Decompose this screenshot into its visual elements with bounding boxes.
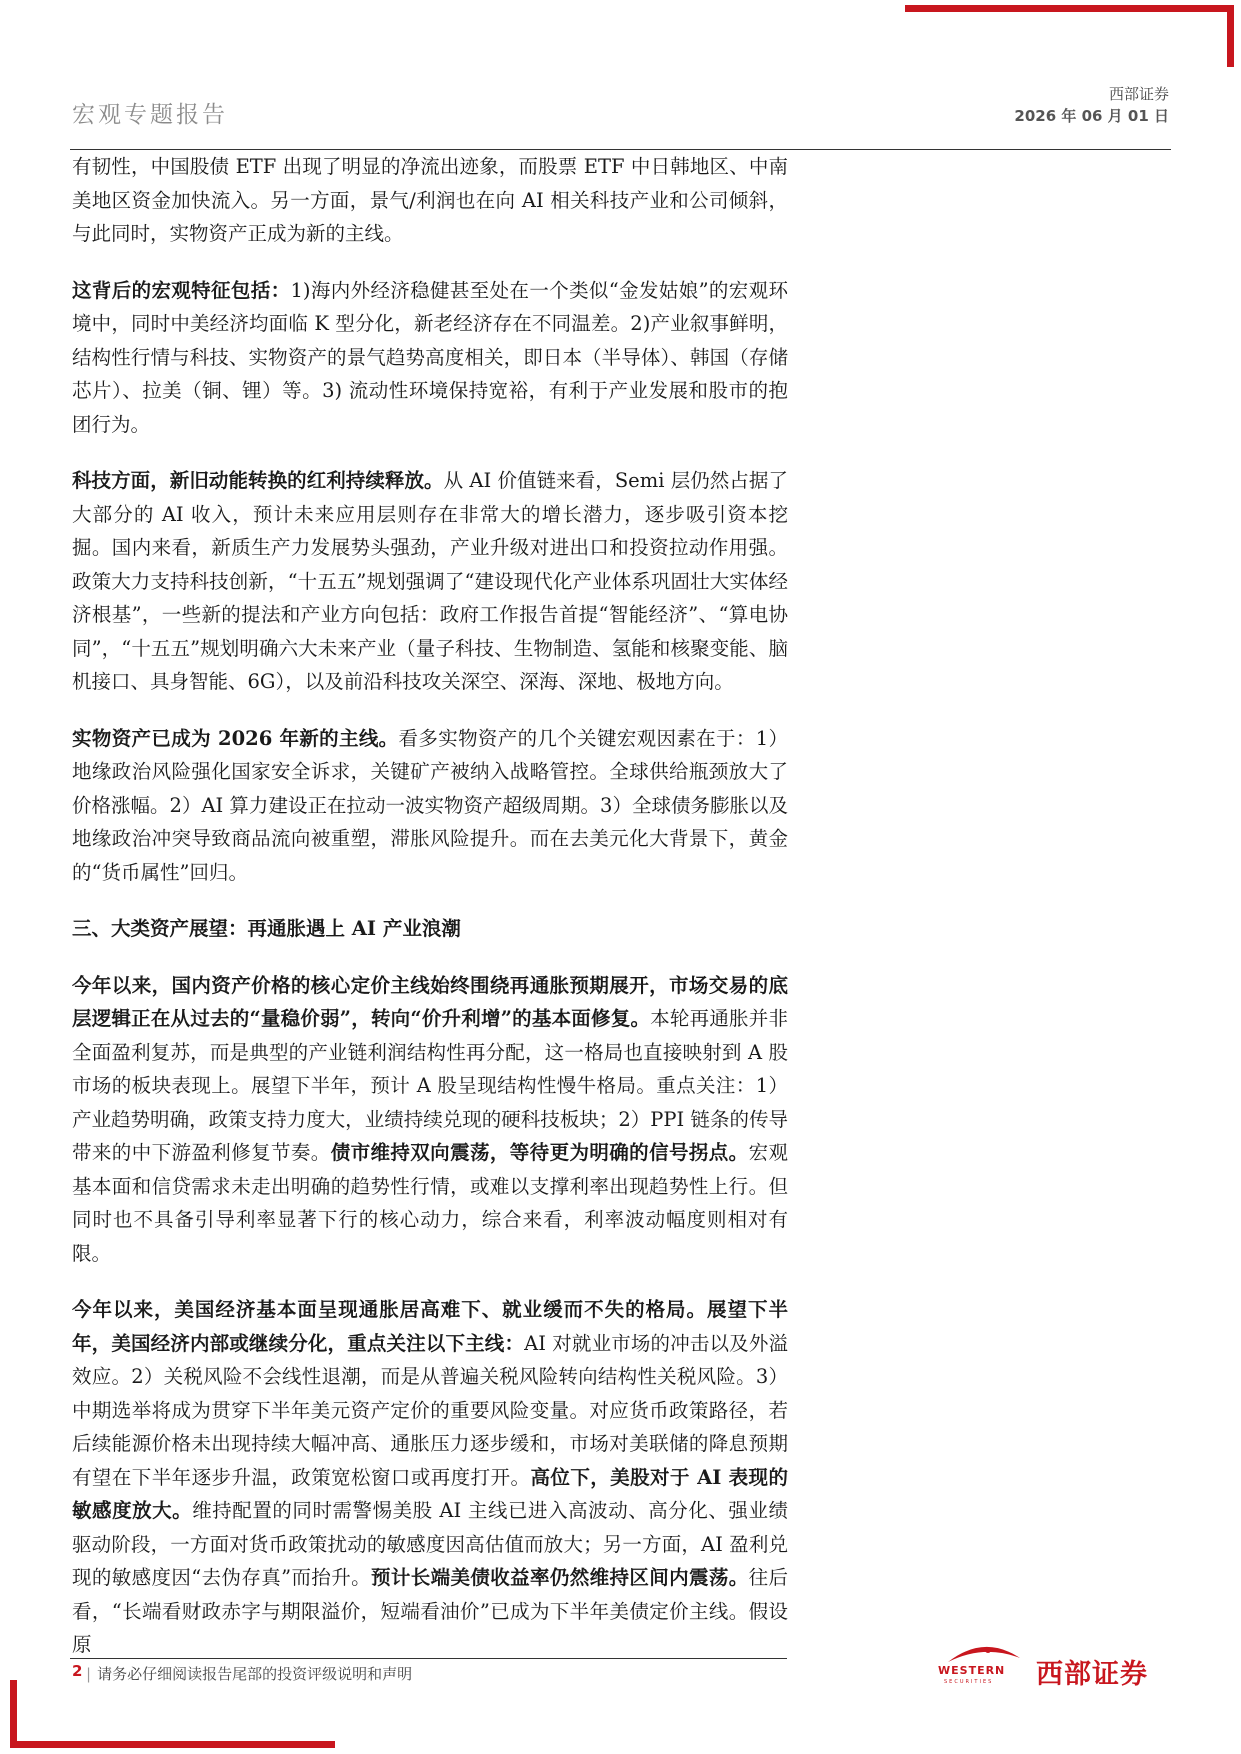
body-paragraph [72,464,788,699]
logo-english-name: WESTERN [938,1664,1006,1677]
footer-divider [70,1658,787,1659]
bold-text-run: 债市维持双向震荡，等待更为明确的信号拐点。 [330,1141,749,1164]
bold-text-run: 科技方面，新旧动能转换的红利持续释放。 [72,469,444,492]
footer-separator: | [86,1665,92,1683]
corner-accent-bottom-horizontal [10,1741,335,1748]
report-date: 2026 年 06 月 01 日 [1014,107,1169,125]
corner-accent-bottom-vertical [10,1680,17,1748]
text-run: 往后看，“长端看财政赤字与期限溢价，短端看油价”已成为下半年美债定价主线。假设原 [72,1566,788,1656]
text-run: 1)海内外经济稳健甚至处在一个类似“金发姑娘”的宏观环境中，同时中美经济均面临 K 型分化，新老经济存在不同温差。2)产业叙事鲜明，结构性行情与科技、实物资产的景气趋势高度相关，即日本（半导体）、韩国（存储芯片）、拉美（铜、锂）等。3) 流动性环境保持宽裕，有利于产业发展和股市的抱团行为。 [72,278,788,436]
corner-accent-top-horizontal [905,5,1233,12]
bold-text-run: 今年以来，国内资产价格的核心定价主线始终围绕再通胀预期展开，市场交易的底层逻辑正在从过去的“量稳价弱”，转向“价升利增”的基本面修复。 [72,973,788,1030]
bold-text-run: 高位下，美股对于 AI 表现的敏感度放大。 [72,1465,788,1522]
body-paragraph [72,150,788,251]
page-number: 2 [72,1662,83,1680]
report-type-title: 宏观专题报告 [72,102,228,128]
text-run: AI 对就业市场的冲击以及外溢效应。2）关税风险不会线性退潮，而是从普遍关税风险转向结构性关税风险。3）中期选举将成为贯穿下半年美元资产定价的重要风险变量。对应货币政策路径，若后续能源价格未出现持续大幅冲高、通胀压力逐步缓和，市场对美联储的降息预期有望在下半年逐步升温，政策宽松窗口或再度打开。 [72,1331,788,1489]
text-run: 从 AI 价值链来看，Semi 层仍然占据了大部分的 AI 收入，预计未来应用层则存在非常大的增长潜力，逐步吸引资本挖掘。国内来看，新质生产力发展势头强劲，产业升级对进出口和投资拉动作用强。政策大力支持科技创新，“十五五”规划强调了“建设现代化产业体系巩固壮大实体经济根基”，一些新的提法和产业方向包括：政府工作报告首提“智能经济”、“算电协同”，“十五五”规划明确六大未来产业（量子科技、生物制造、氢能和核聚变能、脑机接口、具身智能、6G），以及前沿科技攻关深空、深海、深地、极地方向。 [72,469,788,693]
corner-accent-top-vertical [1227,5,1234,67]
header-meta [1014,84,1169,128]
text-run: 有韧性，中国股债 ETF 出现了明显的净流出迹象，而股票 ETF 中日韩地区、中南美地区资金加快流入。另一方面，景气/利润也在向 AI 相关科技产业和公司倾斜，与此同时，实物资产正成为新的主线。 [72,155,788,245]
header-company: 西部证券 [1108,85,1169,103]
logo-chinese-name: 西部证券 [1036,1659,1148,1690]
text-run: 宏观基本面和信贷需求未走出明确的趋势性行情，或难以支撑利率出现趋势性上行。但同时也不具备引导利率显著下行的核心动力，综合来看，利率波动幅度则相对有限。 [72,1141,788,1265]
body-paragraph [72,1293,788,1662]
disclaimer-text: 请务必仔细阅读报告尾部的投资评级说明和声明 [97,1665,413,1683]
body-paragraph [72,274,788,442]
text-run: 看多实物资产的几个关键宏观因素在于：1）地缘政治风险强化国家安全诉求，关键矿产被纳入战略管控。全球供给瓶颈放大了价格涨幅。2）AI 算力建设正在拉动一波实物资产超级周期。3）全球债务膨胀以及地缘政治冲突导致商品流向被重塑，滞胀风险提升。而在去美元化大背景下，黄金的“货币属性”回归。 [72,726,788,884]
bold-text-run: 三、大类资产展望：再通胀遇上 AI 产业浪潮 [72,917,461,940]
text-run: 本轮再通胀并非全面盈利复苏，而是典型的产业链利润结构性再分配，这一格局也直接映射到 A 股市场的板块表现上。展望下半年，预计 A 股呈现结构性慢牛格局。重点关注：1）产业趋势明确，政策支持力度大，业绩持续兑现的硬科技板块；2）PPI 链条的传导带来的中下游盈利修复节奏。 [72,1007,788,1164]
body-paragraph [72,969,788,1271]
western-securities-logo [938,1640,1168,1696]
body-paragraph [72,912,788,946]
bold-text-run: 今年以来，美国经济基本面呈现通胀居高难下、就业缓而不失的格局。展望下半年，美国经济内部或继续分化，重点关注以下主线： [72,1298,788,1355]
footer-disclaimer [86,1663,412,1684]
bold-text-run: 实物资产已成为 2026 年新的主线。 [72,726,399,750]
body-paragraph [72,722,788,890]
report-body [72,149,788,1685]
text-run: 维持配置的同时需警惕美股 AI 主线已进入高波动、高分化、强业绩驱动阶段，一方面对货币政策扰动的敏感度因高估值而放大；另一方面，AI 盈利兑现的敏感度因“去伪存真”而抬升。 [72,1499,788,1589]
bold-text-run: 这背后的宏观特征包括： [72,278,291,302]
bold-text-run: 预计长端美债收益率仍然维持区间内震荡。 [370,1566,749,1589]
logo-english-subtitle: SECURITIES [944,1679,994,1685]
